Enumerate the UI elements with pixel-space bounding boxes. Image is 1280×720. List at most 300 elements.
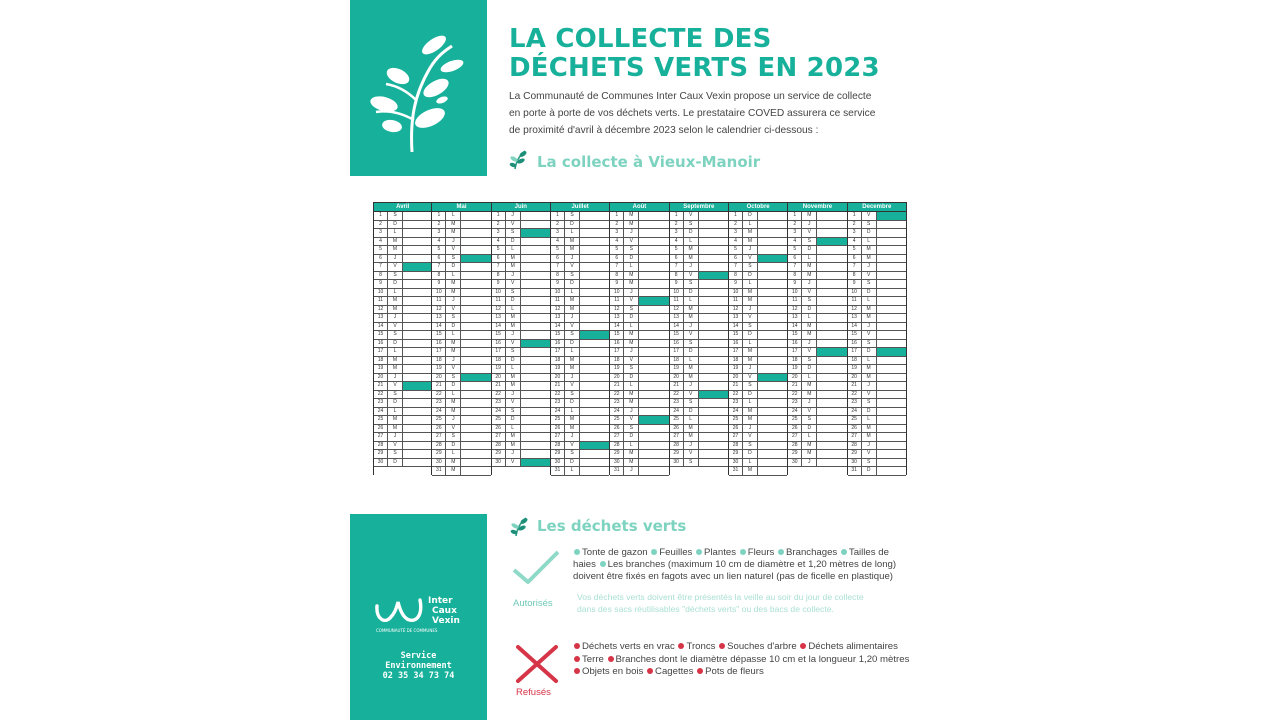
day-letter: L — [684, 416, 699, 424]
calendar-day — [670, 374, 728, 383]
calendar-day — [432, 246, 490, 255]
collection-cell — [699, 408, 728, 416]
day-number: 25 — [374, 416, 388, 424]
day-number: 13 — [848, 314, 862, 322]
calendar-day — [551, 289, 609, 298]
day-number: 29 — [729, 450, 743, 458]
day-letter: J — [388, 374, 403, 382]
calendar-day — [374, 365, 431, 374]
day-letter: M — [684, 255, 699, 263]
calendar-day — [492, 331, 550, 340]
day-letter: M — [565, 238, 580, 246]
day-number: 5 — [432, 246, 446, 254]
calendar-day — [610, 306, 668, 315]
day-letter: D — [565, 221, 580, 229]
collection-cell — [521, 323, 550, 331]
header-panel — [350, 0, 487, 176]
svg-text:Caux: Caux — [432, 606, 457, 616]
day-number: 3 — [848, 229, 862, 237]
collection-cell — [758, 391, 787, 399]
calendar-day — [848, 340, 906, 349]
calendar-day — [670, 306, 728, 315]
accepted-line-2: haies Les branches (maximum 10 cm de diamètre et 1,20 mètres de long) — [573, 559, 897, 570]
collection-cell — [521, 229, 550, 237]
collection-cell — [403, 238, 431, 246]
day-number: 7 — [729, 263, 743, 271]
day-letter: V — [506, 340, 521, 348]
day-number: 25 — [788, 416, 802, 424]
day-letter: S — [446, 255, 461, 263]
sprig-icon — [510, 515, 530, 537]
day-letter: D — [388, 459, 403, 467]
day-number: 28 — [788, 442, 802, 450]
day-letter: D — [743, 212, 758, 220]
collection-cell — [521, 425, 550, 433]
calendar-day — [670, 425, 728, 434]
calendar-day — [848, 221, 906, 230]
collection-cell — [817, 323, 846, 331]
day-number: 12 — [374, 306, 388, 314]
day-letter: S — [446, 433, 461, 441]
collection-cell — [699, 221, 728, 229]
day-letter: M — [624, 331, 639, 339]
collection-cell — [403, 399, 431, 407]
calendar-day — [670, 382, 728, 391]
day-letter: D — [506, 416, 521, 424]
day-letter: S — [506, 348, 521, 356]
day-letter: D — [624, 433, 639, 441]
month-header: Septembre — [670, 202, 728, 212]
collection-cell — [639, 459, 668, 467]
day-letter: M — [743, 289, 758, 297]
day-number: 28 — [374, 442, 388, 450]
day-number: 5 — [788, 246, 802, 254]
calendar-day — [788, 255, 846, 264]
calendar-day — [432, 425, 490, 434]
collection-cell — [521, 459, 550, 467]
calendar-day — [610, 280, 668, 289]
collection-cell — [639, 221, 668, 229]
collection-cell — [521, 246, 550, 254]
day-number: 28 — [610, 442, 624, 450]
calendar-day — [729, 238, 787, 247]
month-header: Mai — [432, 202, 490, 212]
calendar-day — [432, 365, 490, 374]
collection-cell — [639, 357, 668, 365]
collection-cell — [580, 416, 609, 424]
collection-cell — [817, 399, 846, 407]
day-letter: L — [506, 306, 521, 314]
day-number: 17 — [492, 348, 506, 356]
collection-cell — [699, 246, 728, 254]
day-letter: J — [388, 433, 403, 441]
collection-cell — [699, 459, 728, 467]
day-letter: M — [624, 450, 639, 458]
collection-cell — [580, 459, 609, 467]
day-number: 30 — [374, 459, 388, 467]
collection-cell — [699, 357, 728, 365]
day-letter: V — [446, 246, 461, 254]
calendar-day — [492, 416, 550, 425]
calendar-day — [374, 459, 431, 468]
collection-cell — [817, 212, 846, 220]
day-number: 3 — [551, 229, 565, 237]
day-letter: L — [743, 221, 758, 229]
collection-day — [670, 272, 728, 281]
calendar-month — [492, 202, 551, 475]
collection-cell — [699, 289, 728, 297]
day-number: 12 — [551, 306, 565, 314]
collection-cell — [758, 357, 787, 365]
day-letter: J — [684, 263, 699, 271]
day-number: 4 — [432, 238, 446, 246]
note-line-1: Vos déchets verts doivent être présentés la veille au soir du jour de collecte — [577, 592, 864, 602]
calendar-day — [848, 391, 906, 400]
calendar-day — [610, 348, 668, 357]
calendar-day — [432, 442, 490, 451]
collection-cell — [521, 399, 550, 407]
day-letter: V — [565, 323, 580, 331]
collection-cell — [403, 408, 431, 416]
calendar-day — [374, 391, 431, 400]
collection-cell — [580, 340, 609, 348]
collection-cell — [461, 246, 490, 254]
collection-cell — [521, 289, 550, 297]
day-number: 28 — [432, 442, 446, 450]
day-letter: S — [862, 280, 877, 288]
day-number: 8 — [492, 272, 506, 280]
day-number: 17 — [670, 348, 684, 356]
calendar-day — [670, 357, 728, 366]
calendar-day — [374, 246, 431, 255]
collection-cell — [580, 289, 609, 297]
day-letter: M — [446, 467, 461, 475]
calendar-day — [788, 374, 846, 383]
calendar-day — [374, 331, 431, 340]
day-letter: L — [624, 323, 639, 331]
calendar-day — [374, 442, 431, 451]
collection-cell — [403, 331, 431, 339]
collection-cell — [817, 357, 846, 365]
day-number: 19 — [610, 365, 624, 373]
collection-cell — [461, 255, 490, 263]
day-letter: S — [624, 246, 639, 254]
day-number: 23 — [551, 399, 565, 407]
collection-cell — [521, 433, 550, 441]
month-header: Decembre — [848, 202, 906, 212]
calendar-day — [848, 289, 906, 298]
calendar-day — [670, 399, 728, 408]
collection-cell — [877, 450, 906, 458]
day-number: 15 — [729, 331, 743, 339]
day-letter: V — [506, 399, 521, 407]
calendar-day — [492, 221, 550, 230]
day-letter: S — [624, 425, 639, 433]
calendar-day — [729, 425, 787, 434]
day-letter: V — [743, 433, 758, 441]
day-number: 24 — [432, 408, 446, 416]
day-number: 25 — [492, 416, 506, 424]
collection-cell — [817, 450, 846, 458]
day-letter: D — [684, 289, 699, 297]
collection-cell — [639, 331, 668, 339]
day-number: 2 — [492, 221, 506, 229]
day-number: 18 — [551, 357, 565, 365]
day-letter: D — [862, 348, 877, 356]
collection-cell — [699, 323, 728, 331]
day-letter: L — [624, 263, 639, 271]
day-number: 22 — [551, 391, 565, 399]
calendar-day — [432, 348, 490, 357]
collection-cell — [817, 221, 846, 229]
day-letter: D — [624, 255, 639, 263]
day-number: 18 — [374, 357, 388, 365]
month-header: Octobre — [729, 202, 787, 212]
day-number: 8 — [788, 272, 802, 280]
collection-cell — [639, 306, 668, 314]
day-number: 18 — [848, 357, 862, 365]
calendar-day — [788, 391, 846, 400]
day-letter: M — [743, 408, 758, 416]
day-letter: M — [684, 425, 699, 433]
day-number: 20 — [551, 374, 565, 382]
day-number: 9 — [670, 280, 684, 288]
day-letter: J — [565, 255, 580, 263]
collection-cell — [877, 331, 906, 339]
day-number: 4 — [848, 238, 862, 246]
day-number: 23 — [492, 399, 506, 407]
day-number: 8 — [610, 272, 624, 280]
day-letter: M — [862, 306, 877, 314]
calendar-day — [492, 399, 550, 408]
day-number: 25 — [610, 416, 624, 424]
collection-cell — [461, 229, 490, 237]
day-letter: S — [862, 399, 877, 407]
collection-cell — [461, 323, 490, 331]
calendar-day — [729, 229, 787, 238]
collection-cell — [699, 272, 728, 280]
calendar-day — [729, 246, 787, 255]
calendar-day — [432, 459, 490, 468]
calendar-day — [374, 357, 431, 366]
collection-cell — [817, 416, 846, 424]
calendar-day — [492, 348, 550, 357]
day-letter: S — [802, 297, 817, 305]
day-letter: V — [802, 348, 817, 356]
collection-cell — [758, 212, 787, 220]
calendar-day — [551, 391, 609, 400]
collection-cell — [403, 229, 431, 237]
collection-cell — [521, 442, 550, 450]
day-number: 2 — [729, 221, 743, 229]
day-letter: J — [802, 340, 817, 348]
day-number: 22 — [729, 391, 743, 399]
day-number: 19 — [432, 365, 446, 373]
day-number: 30 — [432, 459, 446, 467]
day-number: 25 — [551, 416, 565, 424]
day-number: 12 — [729, 306, 743, 314]
collection-cell — [580, 314, 609, 322]
collection-cell — [877, 246, 906, 254]
collection-cell — [461, 272, 490, 280]
day-letter: D — [802, 306, 817, 314]
collection-cell — [699, 340, 728, 348]
day-number: 5 — [374, 246, 388, 254]
day-letter: M — [862, 255, 877, 263]
calendar-day — [729, 348, 787, 357]
calendar-day — [551, 297, 609, 306]
day-number: 23 — [848, 399, 862, 407]
collection-cell — [817, 246, 846, 254]
collection-cell — [580, 238, 609, 246]
calendar-day — [432, 391, 490, 400]
day-number: 25 — [670, 416, 684, 424]
calendar-day — [492, 289, 550, 298]
calendar-day — [670, 416, 728, 425]
day-letter: M — [802, 323, 817, 331]
day-number: 19 — [374, 365, 388, 373]
day-letter: M — [862, 433, 877, 441]
calendar-day — [610, 433, 668, 442]
calendar-month — [551, 202, 610, 475]
collection-cell — [877, 365, 906, 373]
calendar-day — [610, 382, 668, 391]
collection-cell — [699, 433, 728, 441]
collection-cell — [461, 340, 490, 348]
calendar-month — [848, 202, 907, 475]
collection-cell — [521, 272, 550, 280]
day-letter: M — [624, 212, 639, 220]
day-letter: S — [684, 399, 699, 407]
calendar-day — [374, 348, 431, 357]
calendar-day — [788, 331, 846, 340]
collection-day — [848, 348, 906, 357]
collection-cell — [817, 408, 846, 416]
month-header: Août — [610, 202, 668, 212]
day-letter: V — [506, 280, 521, 288]
collection-cell — [580, 450, 609, 458]
calendar-day — [670, 459, 728, 468]
day-letter: S — [446, 314, 461, 322]
calendar-day — [788, 433, 846, 442]
day-letter: M — [388, 425, 403, 433]
cross-icon — [514, 643, 560, 685]
day-letter: M — [862, 365, 877, 373]
collection-cell — [877, 459, 906, 467]
collection-cell — [461, 425, 490, 433]
calendar-day — [432, 263, 490, 272]
calendar-day — [432, 289, 490, 298]
calendar-day — [374, 297, 431, 306]
calendar-day — [610, 212, 668, 221]
day-letter: J — [862, 382, 877, 390]
collection-cell — [758, 314, 787, 322]
day-number: 10 — [729, 289, 743, 297]
day-letter: D — [446, 382, 461, 390]
collection-cell — [403, 212, 431, 220]
calendar-day — [492, 297, 550, 306]
collection-cell — [580, 263, 609, 271]
day-number: 20 — [610, 374, 624, 382]
calendar-day — [729, 365, 787, 374]
day-number: 9 — [788, 280, 802, 288]
day-letter: M — [684, 374, 699, 382]
collection-cell — [877, 255, 906, 263]
collection-cell — [461, 450, 490, 458]
calendar-day — [432, 221, 490, 230]
collection-cell — [403, 416, 431, 424]
day-number: 17 — [729, 348, 743, 356]
collection-cell — [580, 255, 609, 263]
day-letter: D — [624, 314, 639, 322]
day-letter: M — [506, 314, 521, 322]
calendar-day — [848, 306, 906, 315]
calendar-day — [432, 297, 490, 306]
day-number: 6 — [788, 255, 802, 263]
day-letter: S — [624, 306, 639, 314]
day-number: 1 — [610, 212, 624, 220]
day-letter: V — [802, 229, 817, 237]
collection-cell — [699, 399, 728, 407]
calendar-day — [551, 416, 609, 425]
collection-cell — [817, 255, 846, 263]
collection-cell — [580, 331, 609, 339]
day-letter: V — [388, 382, 403, 390]
collection-cell — [758, 331, 787, 339]
calendar-day — [551, 323, 609, 332]
collection-cell — [403, 221, 431, 229]
day-number: 13 — [610, 314, 624, 322]
day-letter: M — [388, 246, 403, 254]
collection-cell — [461, 357, 490, 365]
calendar-day — [551, 340, 609, 349]
calendar-day — [374, 314, 431, 323]
day-letter: J — [802, 459, 817, 467]
collection-cell — [817, 459, 846, 467]
day-number: 23 — [374, 399, 388, 407]
collection-cell — [699, 374, 728, 382]
day-number: 7 — [670, 263, 684, 271]
refused-line-2: Terre Branches dont le diamètre dépasse 10 cm et la longueur 1,20 mètres — [573, 654, 909, 665]
collection-day — [670, 391, 728, 400]
day-letter: M — [802, 331, 817, 339]
day-number: 16 — [729, 340, 743, 348]
calendar-month — [788, 202, 847, 475]
day-number: 12 — [492, 306, 506, 314]
calendar-day — [374, 289, 431, 298]
day-number: 31 — [551, 467, 565, 475]
calendar-day — [492, 246, 550, 255]
day-number: 30 — [492, 459, 506, 467]
collection-cell — [403, 433, 431, 441]
day-letter: V — [684, 212, 699, 220]
day-letter: V — [862, 391, 877, 399]
day-letter: L — [802, 433, 817, 441]
collection-cell — [580, 323, 609, 331]
calendar-day — [551, 382, 609, 391]
collection-cell — [758, 399, 787, 407]
collection-day — [729, 255, 787, 264]
collection-cell — [639, 442, 668, 450]
day-number: 29 — [848, 450, 862, 458]
day-number: 21 — [670, 382, 684, 390]
calendar-day — [374, 340, 431, 349]
day-number: 16 — [670, 340, 684, 348]
collection-cell — [699, 365, 728, 373]
day-letter: S — [565, 391, 580, 399]
calendar-day — [729, 263, 787, 272]
calendar-day — [492, 425, 550, 434]
